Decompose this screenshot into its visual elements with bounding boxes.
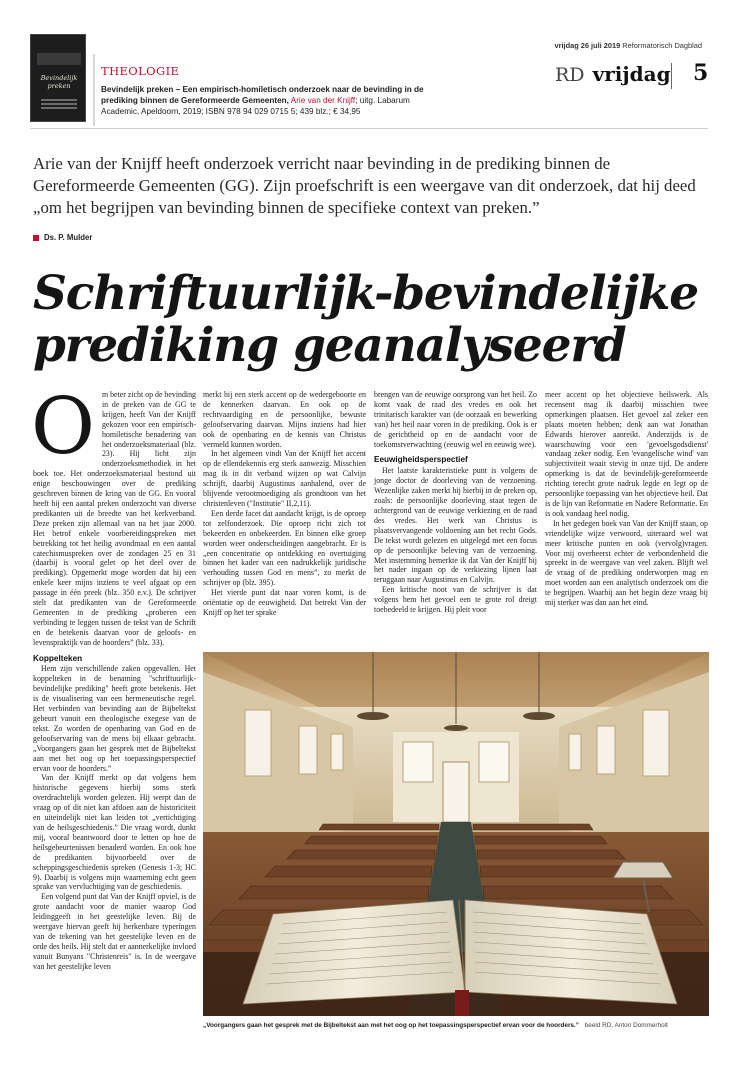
headline: Schriftuurlijk-bevindelijke prediking geanalyseerd	[33, 266, 698, 373]
window	[331, 734, 343, 770]
masthead-divider	[671, 63, 672, 89]
paragraph: In het algemeen vindt Van der Knijff het accent op de ellendekennis erg sterk aanwezig. Misschien mag ik in dit verband wijzen op wat Calvijn schrijft, daarbij Augustinus aanhalend, over de blijvende verootmoediging als grondtoon van het christenleven ("Institutie" II,2,11).	[203, 449, 366, 508]
window	[643, 710, 669, 776]
cover-decoration	[37, 53, 81, 65]
caption-text: „Voorgangers gaan het gesprek met de Bijbeltekst aan met het oog op het toepassingsperspectief ervan voor de hoorders.”	[203, 1022, 579, 1029]
header-rule	[30, 128, 708, 129]
article-column-2	[203, 390, 366, 645]
section-label: THEOLOGIE	[101, 64, 180, 78]
window	[403, 742, 433, 782]
cover-line	[41, 99, 77, 101]
byline	[33, 233, 92, 242]
paragraph: Hem zijn verschillende zaken opgevallen. Het koppelteken in de benaming "schriftuurlijk-bevindelijke prediking" heeft grote betekenis. Het is de visualisering van een hermeneutische regel. Het verbinden van bevinding aan de Bijbeltekst gebeurt vanuit een theologische exegese van de tekst. Zo worden de openbaring van God en de geloofservaring van de mens bij elkaar gebracht. „Voorgangers gaan het gesprek met de Bijbeltekst aan met het oog op het toepassingsperspectief ervan voor de hoorders.”	[33, 664, 196, 773]
book-title: Bevindelijk preken – Een empirisch-homiletisch onderzoek naar de bevinding in de prediking binnen de Gereformeerde Gemeenten,	[101, 85, 424, 105]
article-column-3	[374, 390, 537, 645]
drop-cap: O	[31, 382, 95, 472]
masthead-logo: RD	[555, 64, 585, 86]
book-cover-image	[30, 34, 86, 122]
window	[569, 734, 581, 770]
window	[299, 726, 317, 774]
masthead-day: vrijdag	[592, 62, 671, 86]
church-bible-illustration	[203, 652, 709, 1016]
author-name: Ds. P. Mulder	[44, 233, 93, 242]
article-column-4	[545, 390, 708, 645]
header-divider	[93, 54, 95, 126]
byline-square-icon	[33, 235, 39, 241]
paragraph: Een kritische noot van de schrijver is dat volgens hem het gevoel een te grote rol dreigt toebedeeld te krijgen. Hij pleit voor	[374, 585, 537, 615]
page-number: 5	[693, 60, 709, 86]
window	[245, 710, 271, 776]
paragraph: brengen van de eeuwige oorsprong van het heil. Zo komt vaak de raad des vredes en ook het trinitarisch karakter van (de oorzaak en bewerking van) het heil naar voren in de prediking. Ook is er de gerichtheid op en de aandacht voor de toekomstverwachting (eeuwig wel en eeuwig wee).	[374, 390, 537, 449]
cover-line	[41, 107, 77, 109]
church-interior-photo	[203, 652, 709, 1016]
subheading-koppelteken: Koppelteken	[33, 653, 83, 663]
paragraph: Een derde facet dat aandacht krijgt, is de oproep tot zelfonderzoek. Die oproep richt zich tot bekeerden en onbekeerden. En binnen elke groep worden weer onderscheidingen aangebracht. Er is „een concentratie op ontdekking en overtuiging binnen het kader van een nadrukkelijk juridische verhouding tussen God en mens”, zo merkt de schrijver op (blz. 395).	[203, 508, 366, 588]
masthead	[555, 62, 671, 90]
window	[479, 742, 509, 782]
cover-title: Bevindelijk preken	[40, 74, 78, 90]
paragraph: Het vierde punt dat naar voren komt, is de oriëntatie op de eeuwigheid. Dat betrekt Van der Knijff op het ter sprake	[203, 588, 366, 617]
paragraph: In het gedegen boek van Van der Knijff staan, op vriendelijke wijze verwoord, uiteraard wel wat meer kritische punten en ook (vervolg)vragen. Voor mij overheerst echter de verbondenheid die spreekt in de weergave van veel zaken. Blijft wel de vraag of de prediking onderworpen mag en moet worden aan een analytisch onderzoek om die te begrijpen. Waarbij aan het begin deze vraag bij mij sterker was dan aan het eind.	[545, 518, 708, 608]
subheading-eeuwigheidsperspectief: Eeuwigheidsperspectief	[374, 455, 468, 465]
paper-name: Reformatorisch Dagblad	[622, 41, 702, 50]
open-bible-icon	[243, 900, 677, 1016]
book-info	[101, 85, 426, 117]
cover-line	[41, 103, 77, 105]
bookmark-ribbon	[455, 990, 469, 1016]
paragraph: m beter zicht op de bevinding in de preken van de GG te krijgen, heeft Van der Knijff gekozen voor een empirisch-homiletische benadering van het onderzoeksmateriaal (blz. 23). Hij licht zijn onderzoeksmethodiek in het boek toe. Het onderzoeksmateriaal bestond uit enige beschouwingen over de prediking geschreven binnen de kring van de GG. En vooral heeft hij een aantal preken onderzocht van diverse predikanten uit de breedte van het kerkverband. Deze preken zijn allemaal van na het jaar 2000. Het betrof enkele voorbereidingspreken met betrekking tot het heilig avondmaal en een aantal catechismuspreken over de zondagen 25 en 31 (daarbij is vooral gelet op het deel over de prediking). Opgemerkt moge worden dat hij een enkele keer mijns inziens te veel afgaat op een passage in één preek (blz. 350 e.v.). De schrijver stelt dat predikanten van de Gereformeerde Gemeenten in de prediking „proberen een verbinding te leggen tussen de tekst van de Schrift en de betekenis daarvan voor de geloofs- en levenspraktijk van de hoorders” (blz. 33).	[33, 390, 196, 647]
paragraph: Een volgend punt dat Van der Knijff opviel, is de grote aandacht voor de manier waarop God leidinggeeft in het geestelijke leven. Bij de weergave hiervan geeft hij herkenbare typeringen van de tekening van het geestelijke leven en de orde des heils. Hij stelt dat er aannerkelijke invloed vanuit Bunyans "Christenreis" is. In de weergave van het geestelijke leven	[33, 892, 196, 971]
intro-paragraph: Arie van der Knijff heeft onderzoek verricht naar bevinding in de prediking binnen de Gereformeerde Gemeenten (GG). Zijn proefschrift is een weergave van dit onderzoek, dat hij deed „om het begrijpen van bevinding binnen de specifieke context van preken.”	[33, 154, 696, 217]
paragraph: Het laatste karakteristieke punt is volgens de jonge doctor de doorleving van de verzoening. Wezenlijke zaken merkt hij hierbij in de preken op, zoals: de persoonlijke doorleving staat tegen de achtergrond van de eeuwige verkiezing en de raad des vredes. Het werk van Christus is plaatsvervangende voldoening aan het recht Gods. De tekst wordt gelezen en uitgelegd met een focus op de persoonlijke beleving van de verzoening. Met instemming bemerkte ik dat Van der Knijff bij het nader ingaan op de verkiezing lijnen laat teruggaan naar Augustinus en Calvijn.	[374, 466, 537, 585]
issue-date: vrijdag 26 juli 2019	[554, 41, 621, 50]
book-details: ; uitg. Labarum Academic, Apeldoorn, 2019; ISBN 978 94 029 0715 5; 439 blz.; € 34,95	[101, 95, 410, 116]
page-header	[0, 0, 738, 130]
paragraph: meer accent op het objectieve heilswerk. Als recensent mag ik daarbij misschien twee opmerkingen plaatsen. Het gevoel zal zeker een plaats moeten hebben; denk aan wat Jonathan Edwards hierover aanreikt. Anderzijds is de waarschuwing voor een 'gevoelsgodsdienst' vandaag zeker nodig. Een 'evangelische wind' van subjectiviteit waait stevig in onze tijd. De andere opmerking is dat de bevindelijk-gereformeerde richting terecht grote nadruk legde en legt op de persoonlijke toepassing van het objectieve heil. Dat is de lijn van Reformatie en Nadere Reformatie. En is ook vandaag heel nodig.	[545, 390, 708, 518]
paragraph: Van der Knijff merkt op dat volgens hem historische gegevens hierbij soms sterk overdrachtelijk worden gelezen. Hij werpt dan de vraag op of dit niet kan afdoen aan de historiciteit en uiteindelijk niet kan leiden tot „vertichtiging van de heilsgeschiedenis.” Die vraag wordt, dunkt mij, vooral beantwoord door te letten op hoe de heilsgebeurtenissen benaderd worden. En ook hoe de predikanten bijvoorbeeld over de scheppingsgeschiedenis spreken (Genesis 1-3; HC 9). Daarbij is volgens mijn waarneming echt geen sprake van vervluchtiging van de geschiedenis.	[33, 773, 196, 892]
paragraph: merkt hij een sterk accent op de wedergeboorte en de kennerken daarvan. En ook op de rechtvaardiging en de persoonlijke, bewuste geloofservaring daarvan. Mijns inziens had hier ook de openbaring en de kennis van Christus vermeld kunnen worden.	[203, 390, 366, 449]
window	[597, 726, 615, 774]
book-author: Arie van der Knijff	[290, 95, 356, 105]
photo-caption	[203, 1022, 709, 1030]
back-door	[443, 762, 469, 822]
photo-credit: beeld RD, Anton Dommerholt	[584, 1022, 668, 1029]
dateline	[555, 41, 703, 50]
article-column-1	[31, 382, 196, 1035]
